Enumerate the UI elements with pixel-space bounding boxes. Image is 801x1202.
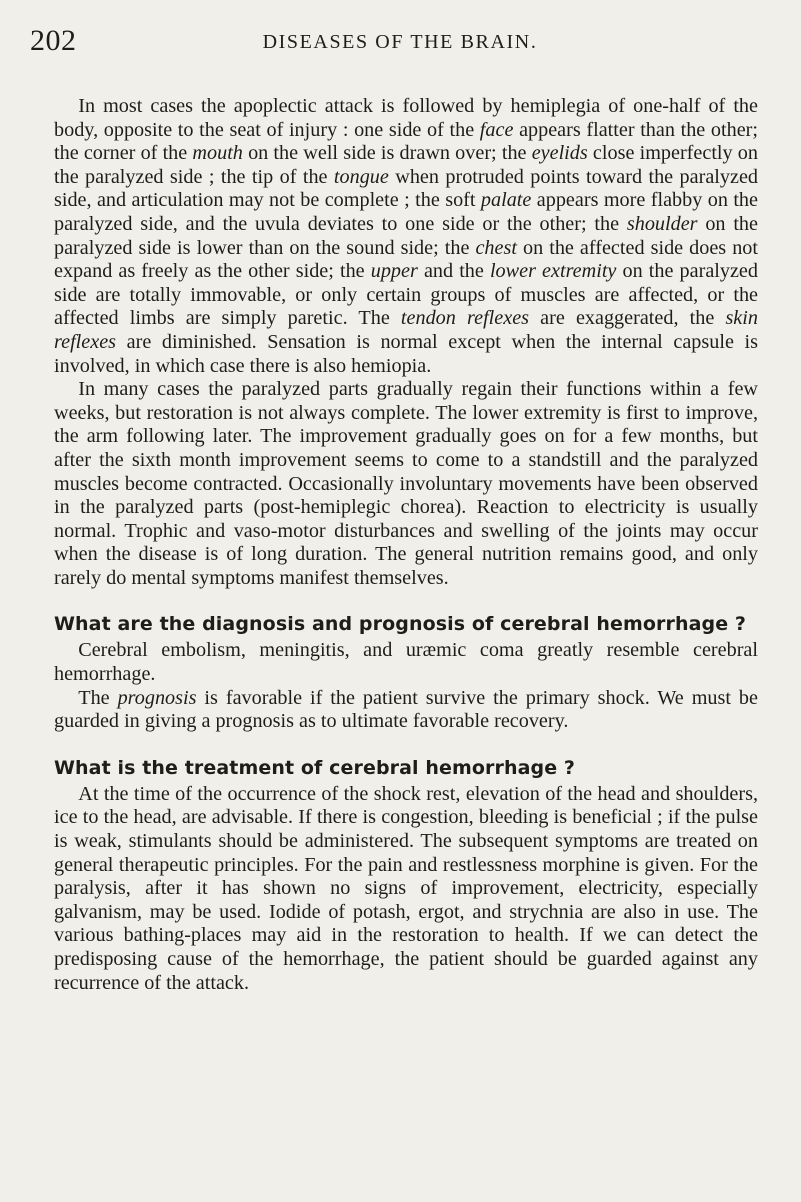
question-treatment: What is the treatment of cerebral hemorrhage ?	[54, 756, 576, 779]
italic-term: upper	[370, 260, 418, 283]
italic-term: shoulder	[626, 212, 698, 235]
italic-term: mouth	[192, 142, 243, 165]
page-number: 202	[30, 24, 77, 57]
paragraph-hemiplegia-symptoms: In most cases the apoplectic attack is followed by hemiplegia of one-half of the body, opposite to the seat of injury : one side of the face appears flatter than the other; the corner of the mouth on the well side is drawn over; the eyelids close imperfectly on the paralyzed side ; the tip of the tongue when protruded points toward the paralyzed side, and articulation may not be complete ; the soft palate appears more flabby on the paralyzed side, and the uvula deviates to one side or the other; the shoulder on the paralyzed side is lower than on the sound side; the chest on the affected side does not expand as freely as the other side; the upper and the lower extremity on the paralyzed side are totally immovable, or only certain groups of muscles are affected, or the affected limbs are simply paretic. The tendon reflexes are exaggerated, the skin reflexes are diminished. Sensation is normal except when the internal capsule is involved, in which case there is also hemiopia.	[54, 95, 759, 377]
italic-term: lower extremity	[489, 260, 617, 283]
paragraph-diagnosis: Cerebral embolism, meningitis, and uræmic coma greatly resemble cerebral hemorrhage.	[54, 639, 758, 686]
italic-term: chest	[475, 236, 517, 259]
italic-term: face	[479, 118, 514, 141]
running-head	[30, 22, 770, 62]
paragraph-treatment: At the time of the occurrence of the shock rest, elevation of the head and shoulders, ice to the head, are advisable. If there is congestion, bleeding is beneficial ; if the pulse is weak, stimulants should be administered. The subsequent symptoms are treated on general therapeutic principles. For the pain and restlessness morphine is given. For the paralysis, after it has shown no signs of improvement, electricity, especially galvanism, may be used. Iodide of potash, ergot, and strychnia are also in use. The various bathing-places may aid in the restoration to health. If we can detect the predisposing cause of the hemorrhage, the patient should be guarded against any recurrence of the attack.	[54, 782, 758, 994]
italic-term: tongue	[333, 165, 389, 188]
paragraph-prognosis: The prognosis is favorable if the patient survive the primary shock. We must be guarded in giving a prognosis as to ultimate favorable recovery.	[54, 686, 758, 733]
italic-term: prognosis	[117, 686, 197, 709]
page-body	[54, 95, 758, 995]
running-title: DISEASES OF THE BRAIN.	[262, 31, 538, 53]
italic-term: palate	[480, 189, 532, 212]
italic-term: eyelids	[531, 142, 588, 165]
italic-term: tendon reflexes	[400, 307, 530, 330]
paragraph-recovery-course: In many cases the paralyzed parts gradually regain their functions within a few weeks, but restoration is not always complete. The lower extremity is first to improve, the arm following later. The improvement gradually goes on for a few months, but after the sixth month improvement seems to come to a standstill and the paralyzed muscles become contracted. Occasionally involuntary movements have been observed in the paralyzed parts (post-hemiplegic chorea). Reaction to electricity is usually normal. Trophic and vaso-motor disturbances and swelling of the joints may occur when the disease is of long duration. The general nutrition remains good, and only rarely do mental symptoms manifest themselves.	[54, 378, 758, 589]
italic-term: skin reflexes	[54, 307, 758, 353]
question-diagnosis-prognosis: What are the diagnosis and prognosis of cerebral hemorrhage ?	[54, 613, 747, 636]
